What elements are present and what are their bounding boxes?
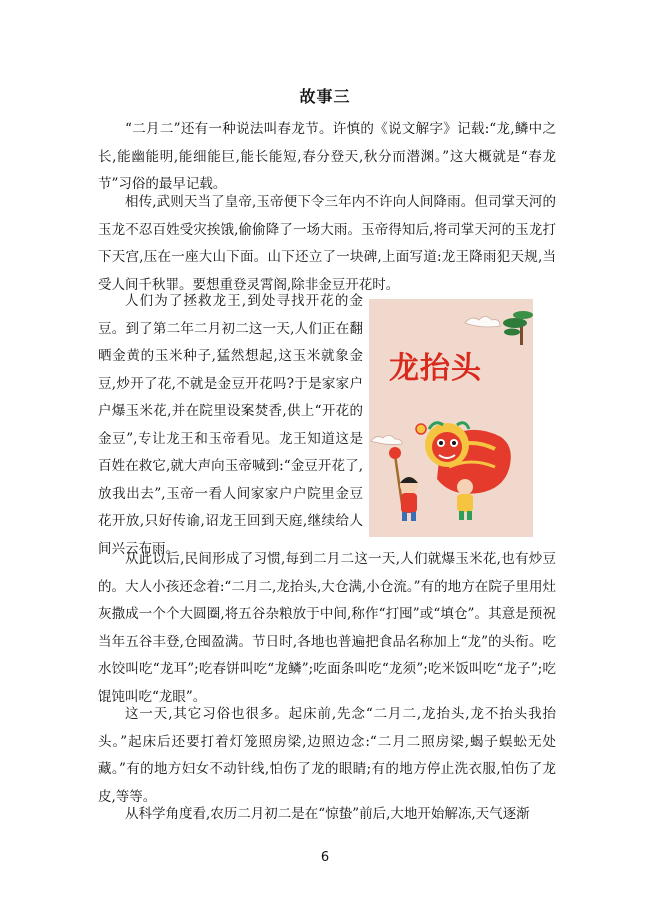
paragraph-4: 从此以后,民间形成了习惯,每到二月二这一天,人们就爆玉米花,也有炒豆的。大人小孩还念着:“二月二,龙抬头,大仓满,小仓流。”有的地方在院子里用灶灰撒成一个个大圆圈,将五谷杂粮放于中间,称作“打囤”或“填仓”。其意是预祝当年五谷丰登,仓囤盈满。节日时,各地也普遍把食品名称加上“龙”的头衔。吃水饺叫吃“龙耳”;吃春饼叫吃“龙鳞”;吃面条叫吃“龙须”;吃米饭叫吃“龙子”;吃馄饨叫吃“龙眼”。 bbox=[98, 551, 556, 705]
pine-icon bbox=[503, 311, 533, 345]
page-title: 故事三 bbox=[299, 87, 351, 106]
illustration-title: 龙抬头 bbox=[389, 351, 482, 386]
dragon-head-raising-illustration bbox=[369, 299, 533, 537]
paragraph-2: 相传,武则天当了皇帝,玉帝便下令三年内不许向人间降雨。但司掌天河的玉龙不忍百姓受灾挨饿,偷偷降了一场大雨。玉帝得知后,将司掌天河的玉龙打下天宫,压在一座大山下面。山下还立了一块碑,上面写道:龙王降雨犯天规,当受人间千秋罪。要想重登灵霄阁,除非金豆开花时。 bbox=[98, 194, 556, 293]
illustration-artwork bbox=[369, 299, 533, 537]
paragraph-1: “二月二”还有一种说法叫春龙节。许慎的《说文解字》记载:“龙,鳞中之长,能幽能明,能细能巨,能长能短,春分登天,秋分而潜渊。”这大概就是“春龙节”习俗的最早记载。 bbox=[98, 121, 556, 192]
page-number: 6 bbox=[320, 850, 330, 865]
paragraph-6: 从科学角度看,农历二月初二是在“惊蛰”前后,大地开始解冻,天气逐渐 bbox=[125, 806, 530, 822]
paragraph-3: 人们为了拯救龙王,到处寻找开花的金豆。到了第二年二月初二这一天,人们正在翻晒金黄的玉米种子,猛然想起,这玉米就象金豆,炒开了花,不就是金豆开花吗?于是家家户户爆玉米花,并在院里设案焚香,供上“开花的金豆”,专让龙王和玉帝看见。龙王知道这是百姓在救它,就大声向玉帝喊到:“金豆开花了,放我出去”,玉帝一看人间家家户户院里金豆花开放,只好传谕,诏龙王回到天庭,继续给人间兴云布雨。 bbox=[98, 293, 363, 557]
paragraph-5: 这一天,其它习俗也很多。起床前,先念“二月二,龙抬头,龙不抬头我抬头。”起床后还要打着灯笼照房梁,边照边念:“二月二照房梁,蝎子蜈蚣无处藏。”有的地方妇女不动针线,怕伤了龙的眼睛;有的地方停止洗衣服,怕伤了龙皮,等等。 bbox=[98, 706, 556, 805]
